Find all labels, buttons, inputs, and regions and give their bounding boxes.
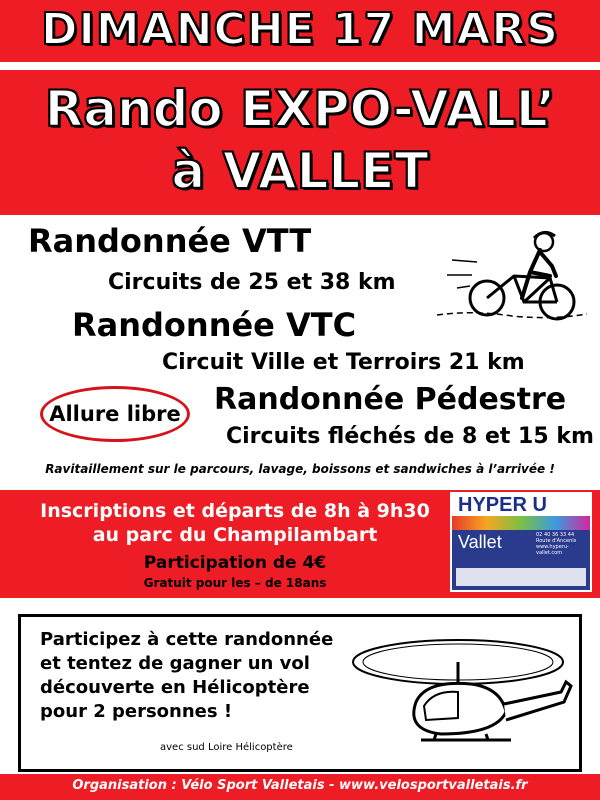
event-vtt-title: Randonnée VTT [28, 222, 312, 260]
contest-line-1: Participez à cette randonnée [40, 629, 334, 650]
contest-text [40, 628, 333, 724]
sponsor-address: Route d'Ancenis [536, 538, 577, 544]
event-pedestre-detail: Circuits fléchés de 8 et 15 km [226, 424, 594, 449]
allure-libre-badge: Allure libre [40, 386, 190, 442]
sponsor-web: www.hyperu-vallet.com [536, 544, 569, 556]
footer-organisation: Organisation : Vélo Sport Valletais - www.velosportvalletais.fr [72, 778, 528, 793]
event-location: à VALLET [171, 142, 429, 200]
contest-credit: avec sud Loire Hélicoptère [160, 742, 293, 753]
event-vtc-detail: Circuit Ville et Terroirs 21 km [162, 350, 525, 375]
ravitaillement-note: Ravitaillement sur le parcours, lavage, boissons et sandwiches à l’arrivée ! [45, 462, 555, 476]
helicopter-illustration [346, 622, 576, 762]
sponsor-phone: 02 40 36 33 44 [536, 532, 575, 538]
contest-line-2: et tentez de gagner un vol [40, 653, 310, 674]
event-vtt-detail: Circuits de 25 et 38 km [108, 270, 396, 295]
sponsor-city: Vallet [458, 532, 502, 552]
sponsor-stripe [452, 516, 590, 530]
event-vtc-title: Randonnée VTC [72, 306, 357, 344]
contest-line-4: pour 2 personnes ! [40, 701, 233, 722]
event-pedestre-title: Randonnée Pédestre [214, 382, 567, 417]
cyclist-illustration [432, 220, 592, 335]
location-text: au parc du Champilambart [92, 524, 378, 546]
sponsor-contact [536, 532, 590, 556]
sponsor-brand: HYPER U [458, 494, 547, 516]
contest-line-3: découverte en Hélicoptère [40, 677, 310, 698]
participation-text: Participation de 4€ [143, 553, 327, 573]
sponsor-logo [450, 492, 592, 592]
sponsor-services [456, 568, 586, 586]
event-title: Rando EXPO-VALL’ [44, 80, 556, 138]
inscriptions-text: Inscriptions et départs de 8h à 9h30 [40, 500, 430, 522]
event-date: DIMANCHE 17 MARS [40, 4, 559, 55]
gratuit-text: Gratuit pour les – de 18ans [143, 576, 327, 590]
